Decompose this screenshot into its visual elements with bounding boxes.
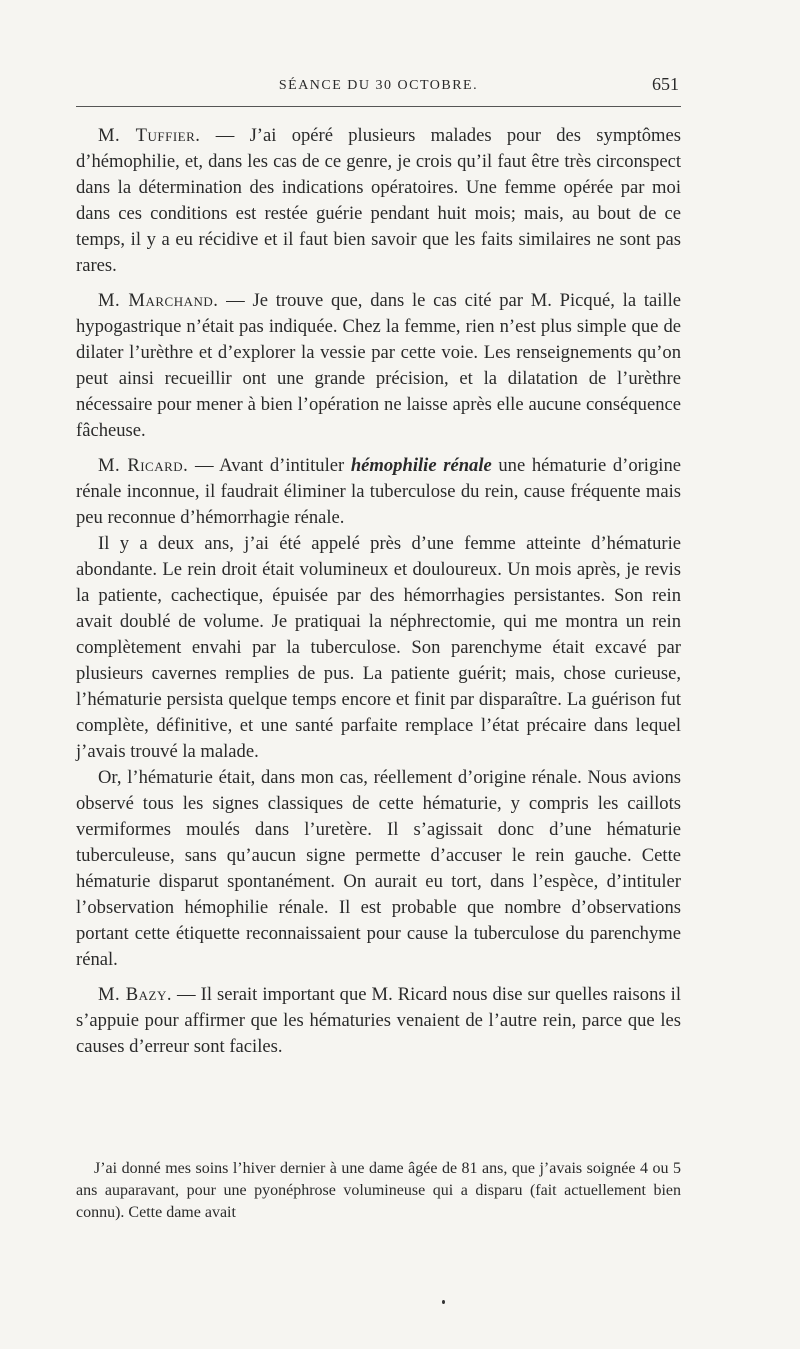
paragraph-text: Il y a deux ans, j’ai été appelé près d’une femme atteinte d’hématurie abondante. Le rein droit était volumineux et douloureux. Un mois après, je revis la patiente, cachectique, épuisée par des hémorrhagies persistantes. Son rein avait doublé de volume. Je pratiquai la néphrectomie, qui me montra un rein complètement envahi par la tuberculose. Son parenchyme était excavé par plusieurs cavernes remplies de pus. La patiente guérit; mais, chose curieuse, l’hématurie persista quelque temps encore et finit par disparaître. La guérison fut complète, définitive, et une santé parfaite remplace l’état précaire dans lequel j’avais trouvé la malade. <box>76 533 681 762</box>
ink-speck <box>442 1300 445 1304</box>
speaker-name: M. Ricard. <box>98 455 189 476</box>
paragraph-tuffier <box>76 123 681 279</box>
running-header <box>76 74 681 100</box>
small-print-note <box>76 1158 681 1224</box>
paragraph-text: — J’ai opéré plusieurs malades pour des symptômes d’hémophilie, et, dans les cas de ce genre, je crois qu’il faut être très circonspect dans la détermination des indications opératoires. Une femme opérée par moi dans ces conditions est restée guérie pendant huit mois; mais, au bout de ce temps, il y a eu récidive et il faut bien savoir que les faits similaires ne sont pas rares. <box>76 125 681 276</box>
paragraph-bazy <box>76 982 681 1060</box>
speaker-name: M. Tuffier. <box>98 125 201 146</box>
note-text: J’ai donné mes soins l’hiver dernier à une dame âgée de 81 ans, que j’avais soignée 4 ou 5 ans auparavant, pour une pyonéphrose volumineuse qui a disparu (fait actuellement bien connu). Cette dame avait <box>76 1160 681 1221</box>
book-page <box>76 0 681 1349</box>
paragraph-hematuria <box>76 765 681 973</box>
main-text <box>76 123 681 1060</box>
paragraph-text: — Je trouve que, dans le cas cité par M. Picqué, la taille hypogastrique n’était pas indiquée. Chez la femme, rien n’est plus simple que de dilater l’urèthre et d’explorer la vessie par cette voie. Les renseignements qu’on peut ainsi recueillir ont une grande précision, et la dilatation de l’urèthre nécessaire pour mener à bien l’opération ne laisse après elle aucune conséquence fâcheuse. <box>76 290 681 441</box>
speaker-name: M. Marchand. <box>98 290 219 311</box>
running-title: SÉANCE DU 30 OCTOBRE. <box>278 78 479 93</box>
paragraph-text: Or, l’hématurie était, dans mon cas, réellement d’origine rénale. Nous avions observé tous les signes classiques de cette hématurie, y compris les caillots vermiformes moulés dans l’uretère. Il s’agissait donc d’une hématurie tuberculeuse, sans qu’aucun signe permette d’accuser le rein gauche. Cette hématurie disparut spontanément. On aurait eu tort, dans l’espèce, d’intituler l’observation hémophilie rénale. Il est probable que nombre d’observations portant cette étiquette reconnaissaient pour cause la tuberculose du parenchyme rénal. <box>76 767 681 970</box>
paragraph-ricard <box>76 453 681 531</box>
paragraph-marchand <box>76 288 681 444</box>
emphasized-term: hémophilie rénale <box>350 455 492 476</box>
paragraph-text: une hématurie d’origine rénale inconnue, il faudrait éliminer la tuberculose du rein, cause fréquente mais peu reconnue d’hémorrhagie rénale. <box>76 455 681 528</box>
speaker-name: M. Bazy. <box>98 984 172 1005</box>
page-number: 651 <box>652 74 679 94</box>
paragraph-text: — Avant d’intituler <box>188 455 351 476</box>
header-rule <box>76 106 681 107</box>
paragraph-case <box>76 531 681 765</box>
paragraph-text: — Il serait important que M. Ricard nous dise sur quelles raisons il s’appuie pour affirmer que les hématuries venaient de l’autre rein, parce que les causes d’erreur sont faciles. <box>76 984 681 1057</box>
